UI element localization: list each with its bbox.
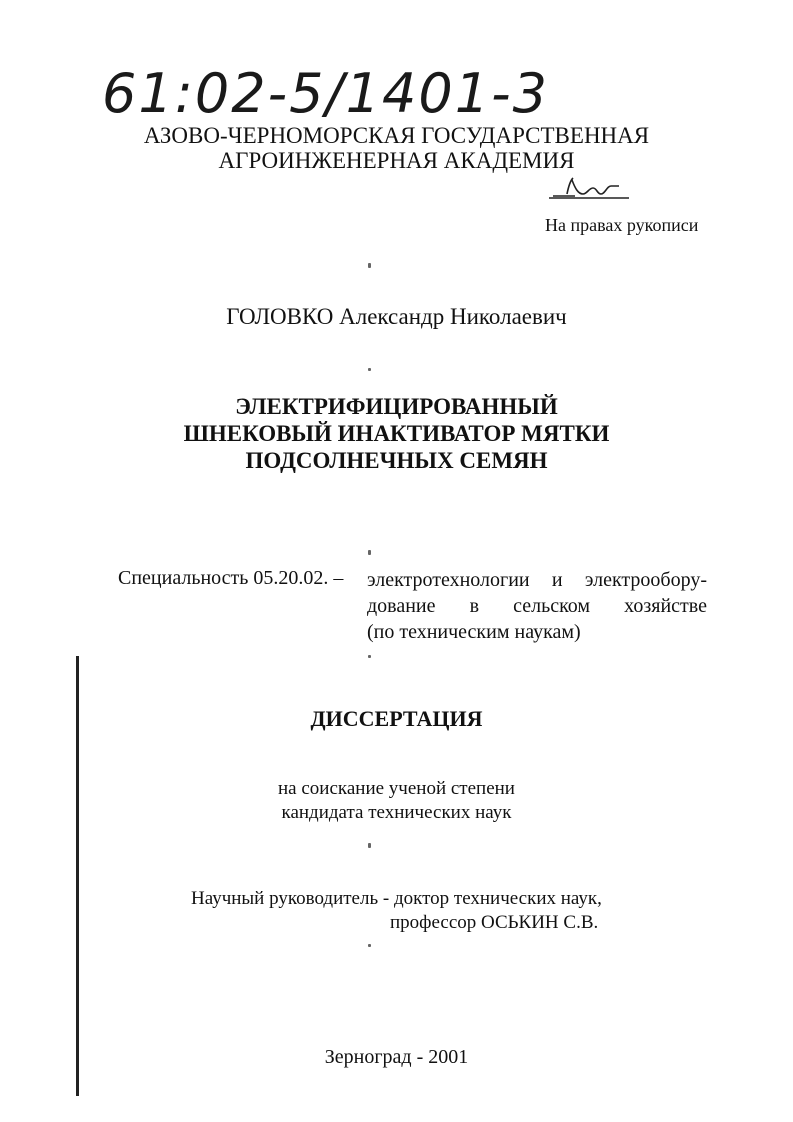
- title-line-3: ПОДСОЛНЕЧНЫХ СЕМЯН: [245, 448, 548, 473]
- degree-line-2: кандидата технических наук: [281, 802, 512, 823]
- specialty-line-2: дование в сельском хозяйстве: [367, 595, 707, 617]
- specialty-description: [367, 567, 707, 645]
- specialty-label: Специальность 05.20.02. –: [118, 567, 344, 589]
- scan-speck: [368, 655, 371, 658]
- document-type: ДИССЕРТАЦИЯ: [310, 706, 483, 731]
- signature-mark: [545, 172, 635, 206]
- degree-statement: [0, 777, 793, 825]
- specialty-line-3: (по техническим наукам): [367, 621, 581, 643]
- title-line-2: ШНЕКОВЫЙ ИНАКТИВАТОР МЯТКИ: [183, 421, 610, 446]
- scan-speck: [368, 843, 371, 848]
- scan-speck: [368, 368, 371, 371]
- scan-speck: [368, 263, 371, 268]
- scan-margin-line: [76, 656, 79, 1096]
- advisor-line-1: Научный руководитель - доктор технических наук,: [191, 888, 602, 909]
- handwritten-number-text: 61:02-5/1401-3: [102, 62, 549, 125]
- scan-speck: [368, 944, 371, 947]
- institution-line-1: АЗОВО-ЧЕРНОМОРСКАЯ ГОСУДАРСТВЕННАЯ: [143, 123, 650, 148]
- institution-line-2: АГРОИНЖЕНЕРНАЯ АКАДЕМИЯ: [218, 148, 575, 173]
- author-name: ГОЛОВКО Александр Николаевич: [226, 304, 567, 329]
- degree-line-1: на соискание ученой степени: [278, 778, 515, 799]
- place-and-year: Зерноград - 2001: [324, 1046, 469, 1068]
- advisor-line-2: профессор ОСЬКИН С.В.: [390, 912, 599, 933]
- title-line-1: ЭЛЕКТРИФИЦИРОВАННЫЙ: [235, 394, 558, 419]
- scan-speck: [368, 550, 371, 555]
- specialty-line-1: электротехнологии и электрообору-: [367, 569, 707, 591]
- dissertation-title: [0, 393, 793, 474]
- rights-note: На правах рукописи: [545, 215, 699, 235]
